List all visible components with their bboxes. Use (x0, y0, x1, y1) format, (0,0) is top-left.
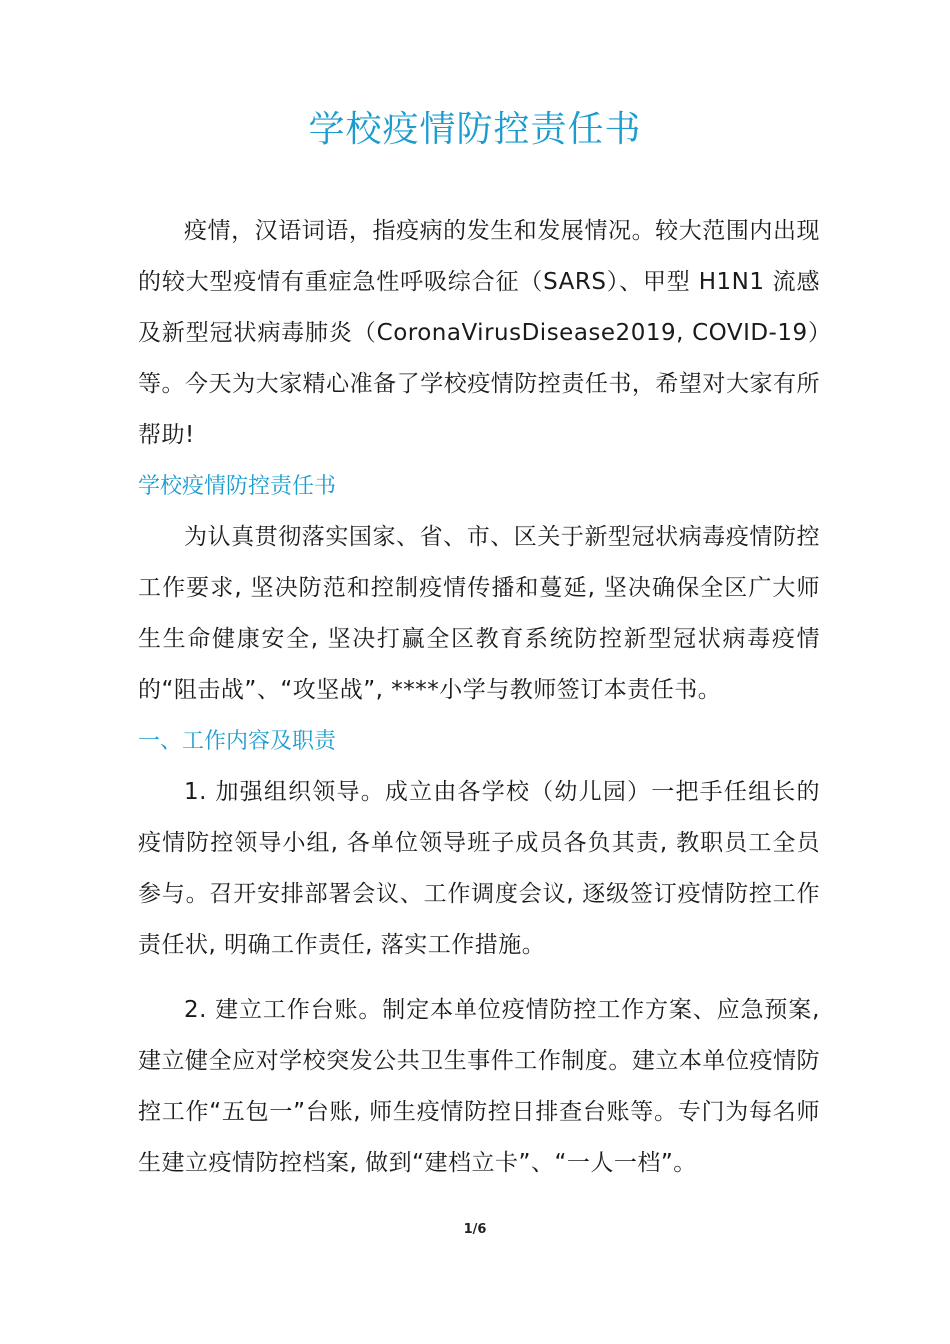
preamble-paragraph: 为认真贯彻落实国家、省、市、区关于新型冠状病毒疫情防控工作要求, 坚决防范和控制疫情传播和蔓延, 坚决确保全区广大师生生命健康安全, 坚决打赢全区教育系统防控新型冠状病毒疫情的“阻击战”、“攻坚战”, ****小学与教师签订本责任书。 (138, 524, 820, 703)
subtitle-heading: 学校疫情防控责任书 (138, 474, 337, 499)
paragraph-gap (138, 971, 820, 985)
intro-paragraph: 疫情，汉语词语，指疫病的发生和发展情况。较大范围内出现的较大型疫情有重症急性呼吸综合征（SARS）、甲型 H1N1 流感及新型冠状病毒肺炎（CoronaVirusDisease2019, COVID-19）等。今天为大家精心准备了学校疫情防控责任书，希望对大家有所帮助! (138, 218, 820, 448)
item-paragraph-2: 2. 建立工作台账。制定本单位疫情防控工作方案、应急预案, 建立健全应对学校突发公共卫生事件工作制度。建立本单位疫情防控工作“五包一”台账, 师生疫情防控日排查台账等。专门为每名师生建立疫情防控档案, 做到“建档立卡”、“一人一档”。 (138, 997, 820, 1176)
section-heading-work-content: 一、工作内容及职责 (138, 729, 337, 754)
item-paragraph-1: 1. 加强组织领导。成立由各学校（幼儿园）一把手任组长的疫情防控领导小组, 各单位领导班子成员各负其责, 教职员工全员参与。召开安排部署会议、工作调度会议, 逐级签订疫情防控工作责任状, 明确工作责任, 落实工作措施。 (138, 779, 820, 958)
document-body (138, 206, 820, 1189)
document-title: 学校疫情防控责任书 (308, 109, 642, 150)
page-number: 1/6 (463, 1222, 487, 1237)
